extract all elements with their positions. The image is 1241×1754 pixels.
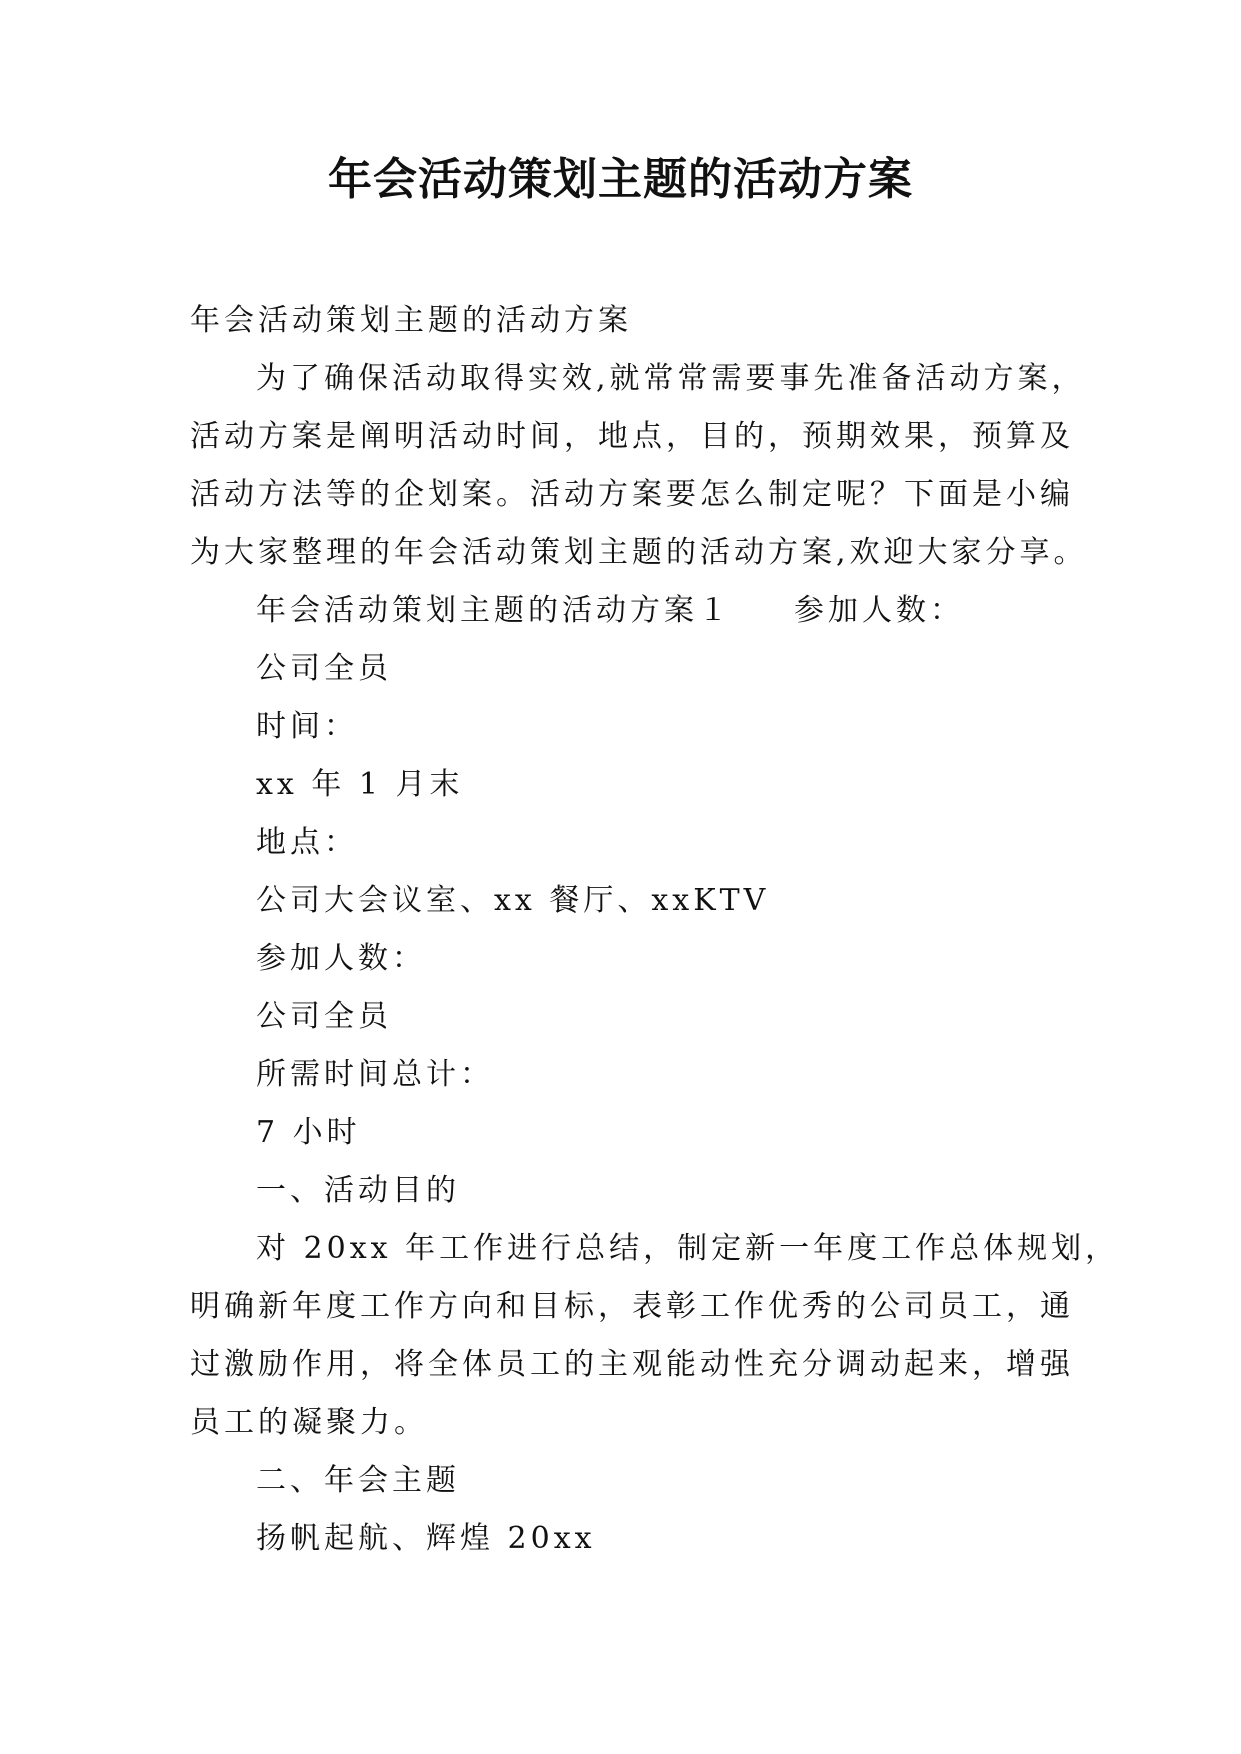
plan-heading-tail: 参加人数：	[794, 593, 964, 628]
section-line: 扬帆起航、辉煌 20xx	[256, 1521, 596, 1556]
intro-line: 为大家整理的年会活动策划主题的活动方案,欢迎大家分享。	[190, 535, 1088, 570]
field-line: 7 小时	[256, 1115, 361, 1150]
field-line: 地点：	[256, 825, 358, 860]
plan-heading-line	[190, 582, 1090, 640]
section-heading: 一、活动目的	[256, 1173, 460, 1208]
intro-line: 活动方案是阐明活动时间，地点，目的，预期效果，预算及	[190, 419, 1074, 454]
section-line: 员工的凝聚力。	[190, 1405, 428, 1440]
field-line: 公司大会议室、xx 餐厅、xxKTV	[256, 883, 770, 918]
field-line: 公司全员	[256, 999, 392, 1034]
document-title: 年会活动策划主题的活动方案	[328, 154, 913, 205]
field-line: xx 年 1 月末	[256, 767, 464, 802]
section-heading: 二、年会主题	[256, 1463, 460, 1498]
section-line: 明确新年度工作方向和目标，表彰工作优秀的公司员工，通	[190, 1289, 1074, 1324]
document-body	[190, 292, 1120, 1568]
section-line: 对 20xx 年工作进行总结，制定新一年度工作总体规划，	[256, 1231, 1120, 1266]
plan-heading: 年会活动策划主题的活动方案１	[256, 593, 732, 628]
intro-line: 为了确保活动取得实效,就常常需要事先准备活动方案，	[256, 361, 1086, 396]
section-line: 过激励作用，将全体员工的主观能动性充分调动起来，增强	[190, 1347, 1074, 1382]
field-line: 参加人数：	[256, 941, 426, 976]
subtitle-line: 年会活动策划主题的活动方案	[190, 303, 632, 338]
field-line: 时间：	[256, 709, 358, 744]
intro-line: 活动方法等的企划案。活动方案要怎么制定呢？下面是小编	[190, 477, 1074, 512]
field-line: 所需时间总计：	[256, 1057, 494, 1092]
field-line: 公司全员	[256, 651, 392, 686]
